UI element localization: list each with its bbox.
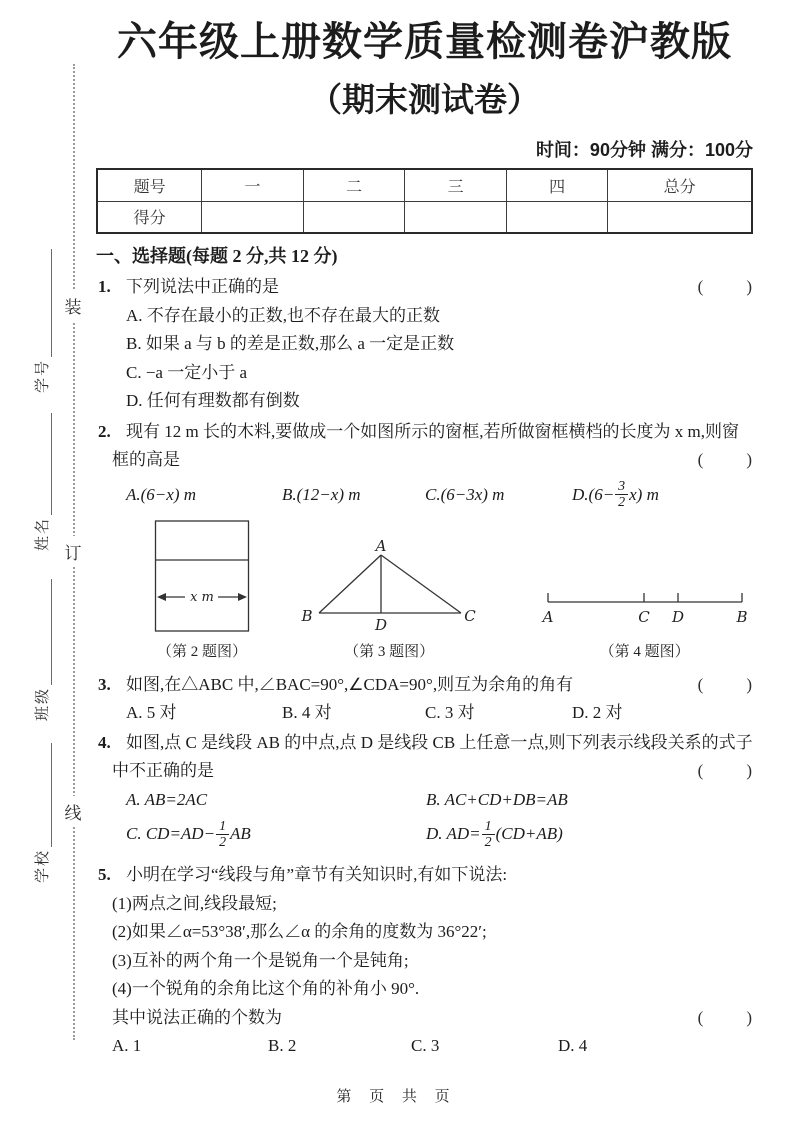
fraction: $\frac{3}{2}$ [615, 479, 628, 510]
section-heading: 一、选择题(每题 2 分,共 12 分) [96, 246, 338, 266]
student-name-blank[interactable] [39, 413, 52, 515]
score-table [96, 168, 753, 234]
option: C. 3 对 [425, 703, 475, 722]
question-2-text-line1: 现有 12 m 长的木料,要做成一个如图所示的窗框,若所做窗框横档的长度为 x m,则窗 [126, 421, 739, 441]
score-cell[interactable] [405, 201, 507, 233]
score-header-cell: 四 [506, 169, 608, 201]
answer-bracket-q5[interactable]: ( ) [697, 1007, 753, 1027]
score-header-cell: 题号 [97, 169, 202, 201]
question-5-text: 小明在学习“线段与角”章节有关知识时,有如下说法: [126, 865, 508, 884]
option: A. 不存在最小的正数,也不存在最大的正数 [126, 305, 441, 325]
option: B.(12−x) m [282, 484, 361, 504]
binding-char-ding: 订 [62, 536, 84, 567]
question-4-number: 4. [98, 732, 111, 752]
figure-q3-caption: （第 3 题图） [344, 643, 435, 660]
question-3-number: 3. [98, 674, 111, 694]
point-label-C: C [637, 607, 650, 626]
question-1-text: 下列说法中正确的是 [126, 277, 279, 296]
question-2 [96, 418, 753, 515]
figure-q2-window-frame [138, 519, 266, 663]
option: D.(6− $\frac{3}{2}$ x) m [572, 479, 659, 511]
point-label-B: B [736, 607, 748, 626]
student-class-field [30, 579, 52, 721]
window-frame-drawing [152, 519, 252, 633]
binding-char-xian: 线 [62, 796, 84, 827]
figure-q3-triangle [298, 539, 480, 663]
option: B. 2 [268, 1036, 297, 1055]
score-row-label: 得分 [97, 201, 202, 233]
score-table-score-row [97, 201, 752, 233]
dimension-label: x m [190, 589, 214, 605]
time-score-info: 时间：90分钟 满分：100分 [535, 140, 753, 160]
statement-3: (3)互补的两个角一个是锐角一个是钝角; [112, 950, 409, 970]
page-subtitle: （期末测试卷） [309, 81, 540, 118]
point-label-D: D [671, 607, 684, 626]
page-title: 六年级上册数学质量检测卷沪教版 [117, 20, 732, 64]
score-cell[interactable] [506, 201, 608, 233]
option: C. −a 一定小于 a [126, 362, 248, 382]
question-5 [96, 861, 753, 1061]
figure-q4-segment [536, 587, 753, 663]
option: C.(6−3x) m [425, 484, 505, 504]
option: B. 如果 a 与 b 的差是正数,那么 a 一定是正数 [126, 334, 455, 353]
answer-bracket-q1[interactable]: ( ) [697, 277, 753, 296]
main-content [96, 16, 753, 1061]
vertex-label-B: B [301, 606, 313, 625]
page-footer: 第 页 共 页 [336, 1089, 457, 1105]
question-1-number: 1. [98, 277, 111, 296]
question-4-text-line1: 如图,点 C 是线段 AB 的中点,点 D 是线段 CB 上任意一点,则下列表示线段关系的式子 [126, 732, 753, 752]
student-class-blank[interactable] [39, 579, 52, 685]
score-cell[interactable] [303, 201, 405, 233]
score-header-cell: 总分 [608, 169, 752, 201]
window-frame-rect [156, 521, 249, 631]
score-cell[interactable] [202, 201, 304, 233]
option: A. AB=2AC [126, 789, 208, 809]
question-2-number: 2. [98, 421, 111, 441]
option: A. 1 [112, 1036, 142, 1055]
question-3 [96, 671, 753, 728]
student-id-blank[interactable] [39, 249, 52, 357]
question-2-text-line2: 框的高是 [112, 450, 180, 469]
answer-bracket-q4[interactable]: ( ) [697, 761, 753, 780]
question-4-text-line2: 中不正确的是 [112, 761, 214, 780]
segment-drawing [540, 587, 750, 633]
score-header-cell: 二 [303, 169, 405, 201]
score-table-header-row [97, 169, 752, 201]
question-3-text: 如图,在△ABC 中,∠BAC=90°,∠CDA=90°,则互为余角的角有 [126, 674, 574, 694]
student-name-label: 姓名 [35, 516, 51, 551]
question-5-number: 5. [98, 865, 111, 884]
figure-q2-caption: （第 2 题图） [157, 643, 248, 660]
vertex-label-C: C [464, 606, 476, 625]
statement-1: (1)两点之间,线段最短; [112, 893, 277, 913]
option: D. 4 [558, 1036, 588, 1055]
triangle-drawing [299, 539, 479, 633]
statement-2: (2)如果∠α=53°38′,那么∠α 的余角的度数为 36°22′; [112, 922, 487, 941]
arrowhead-left [157, 593, 166, 601]
student-school-blank[interactable] [39, 743, 52, 847]
student-class-label: 班级 [35, 686, 51, 721]
option: D. AD= $\frac{1}{2}$ (CD+AB) [426, 818, 563, 850]
question-4 [96, 729, 753, 855]
option: A.(6−x) m [126, 484, 197, 504]
vertex-label-A: A [375, 538, 387, 555]
student-id-field [30, 249, 52, 393]
option: B. AC+CD+DB=AB [426, 789, 568, 809]
student-id-label: 学号 [35, 358, 51, 393]
figures-row [96, 519, 753, 663]
binding-char-zhuang: 装 [62, 290, 84, 321]
student-school-label: 学校 [35, 848, 51, 883]
option: D. 2 对 [572, 703, 623, 722]
triangle-side-AC [381, 555, 461, 613]
student-school-field [30, 743, 52, 883]
score-header-cell: 一 [202, 169, 304, 201]
arrowhead-right [238, 593, 247, 601]
statement-4: (4)一个锐角的余角比这个角的补角小 90°. [112, 979, 420, 998]
question-5-prompt: 其中说法正确的个数为 [112, 1007, 282, 1027]
fraction: $\frac{1}{2}$ [482, 819, 495, 850]
score-header-cell: 三 [405, 169, 507, 201]
point-label-A: A [542, 607, 554, 626]
question-1 [96, 273, 753, 416]
student-name-field [30, 413, 52, 551]
point-label-D: D [375, 615, 388, 633]
fraction: $\frac{1}{2}$ [216, 819, 229, 850]
triangle-side-AB [319, 555, 381, 613]
figure-q4-caption: （第 4 题图） [599, 643, 690, 660]
option: D. 任何有理数都有倒数 [126, 391, 300, 410]
option: A. 5 对 [126, 703, 177, 722]
option: C. 3 [411, 1036, 440, 1055]
answer-bracket-q3[interactable]: ( ) [697, 674, 753, 694]
option: B. 4 对 [282, 703, 332, 722]
answer-bracket-q2[interactable]: ( ) [697, 450, 753, 469]
option: C. CD=AD− $\frac{1}{2}$ AB [126, 818, 251, 850]
score-cell[interactable] [608, 201, 752, 233]
